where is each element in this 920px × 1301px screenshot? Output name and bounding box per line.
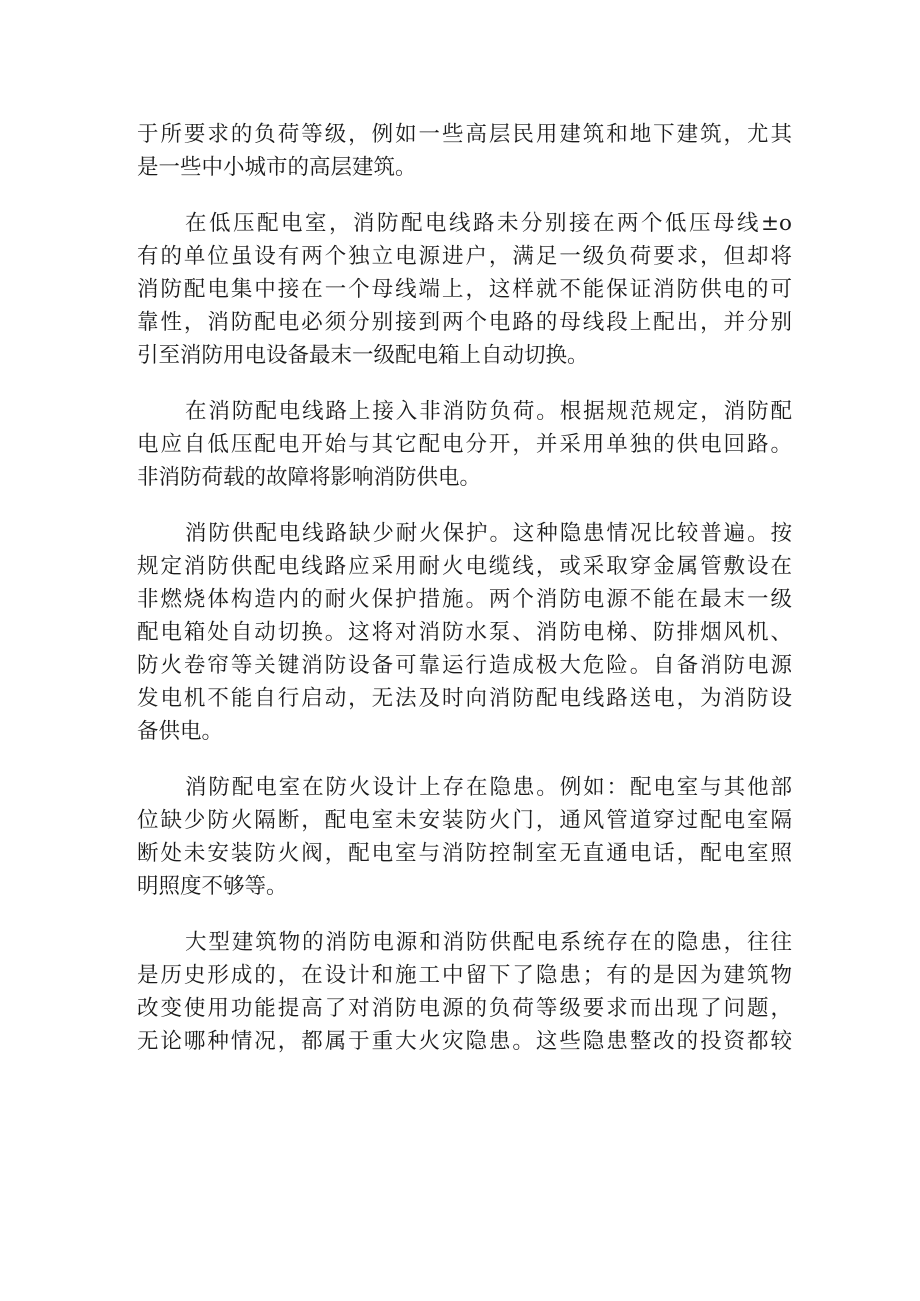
- paragraph-line: 改变使用功能提高了对消防电源的负荷等级要求而出现了问题，: [137, 996, 792, 1021]
- paragraph-line: 有的单位虽设有两个独立电源进户，满足一级负荷要求，但却将: [137, 244, 792, 269]
- paragraph: [137, 118, 792, 184]
- paragraph-line: 于所要求的负荷等级，例如一些高层民用建筑和地下建筑，尤其: [137, 122, 792, 147]
- paragraph-line: 在消防配电线路上接入非消防负荷。根据规范规定，消防配: [185, 399, 792, 424]
- paragraph-line: 是一些中小城市的高层建筑。: [137, 155, 417, 180]
- paragraph: [137, 207, 792, 372]
- paragraph: [137, 926, 792, 1058]
- document-body: [137, 118, 792, 1081]
- paragraph: [137, 771, 792, 903]
- paragraph-line: 消防配电室在防火设计上存在隐患。例如：配电室与其他部: [185, 775, 792, 800]
- paragraph-line: 引至消防用电设备最末一级配电箱上自动切换。: [137, 343, 589, 368]
- paragraph-line: 消防配电集中接在一个母线端上，这样就不能保证消防供电的可: [137, 277, 792, 302]
- paragraph-line: 非消防荷载的故障将影响消防供电。: [137, 465, 482, 490]
- paragraph-line: 大型建筑物的消防电源和消防供配电系统存在的隐患，往往: [185, 930, 792, 955]
- paragraph-line: 在低压配电室，消防配电线路未分别接在两个低压母线±o: [185, 211, 792, 236]
- paragraph-line: 配电箱处自动切换。这将对消防水泵、消防电梯、防排烟风机、: [137, 620, 792, 645]
- paragraph-line: 是历史形成的，在设计和施工中留下了隐患；有的是因为建筑物: [137, 963, 792, 988]
- paragraph-line: 防火卷帘等关键消防设备可靠运行造成极大危险。自备消防电源: [137, 653, 792, 678]
- paragraph-line: 断处未安装防火阀，配电室与消防控制室无直通电话，配电室照: [137, 841, 792, 866]
- paragraph: [137, 517, 792, 748]
- paragraph-line: 消防供配电线路缺少耐火保护。这种隐患情况比较普遍。按: [185, 521, 792, 546]
- paragraph-line: 非燃烧体构造内的耐火保护措施。两个消防电源不能在最末一级: [137, 587, 792, 612]
- paragraph-line: 明照度不够等。: [137, 874, 288, 899]
- paragraph-line: 无论哪种情况，都属于重大火灾隐患。这些隐患整改的投资都较: [137, 1029, 792, 1054]
- paragraph-line: 靠性，消防配电必须分别接到两个电路的母线段上配出，并分别: [137, 310, 792, 335]
- paragraph-line: 规定消防供配电线路应采用耐火电缆线，或采取穿金属管敷设在: [137, 554, 792, 579]
- paragraph-line: 位缺少防火隔断，配电室未安装防火门，通风管道穿过配电室隔: [137, 808, 792, 833]
- paragraph: [137, 395, 792, 494]
- paragraph-line: 备供电。: [137, 719, 224, 744]
- paragraph-line: 电应自低压配电开始与其它配电分开，并采用单独的供电回路。: [137, 432, 792, 457]
- paragraph-line: 发电机不能自行启动，无法及时向消防配电线路送电，为消防设: [137, 686, 792, 711]
